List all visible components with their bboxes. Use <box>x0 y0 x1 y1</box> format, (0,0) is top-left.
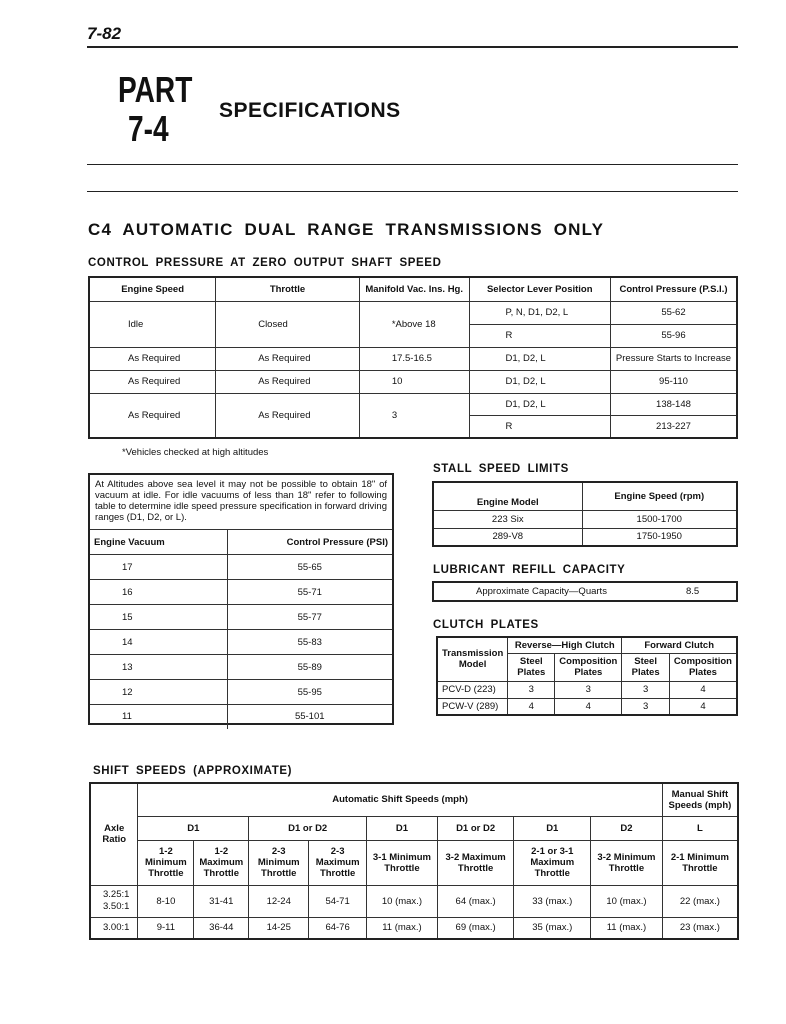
header-transmission-model: Transmission Model <box>437 637 508 681</box>
table-row: 289-V8 1750-1950 <box>433 528 737 546</box>
altitude-note: At Altitudes above sea level it may not be possible to obtain 18" of vacuum at idle. For idle vacuums of less than 18" refer to following table to determine idle speed pressure specification in forward driving ranges (D1, D2, or L). <box>95 479 387 523</box>
page-number: 7-82 <box>87 24 122 43</box>
header-axle-ratio: Axle Ratio <box>90 783 138 885</box>
header-selector-position: Selector Lever Position <box>469 277 610 301</box>
range-d1-or-d2: D1 or D2 <box>249 816 367 840</box>
stall-heading: STALL SPEED LIMITS <box>433 463 569 475</box>
lubricant-label: Approximate Capacity—Quarts <box>476 586 607 597</box>
shift-2-3-min: 2-3 Minimum Throttle <box>249 840 309 885</box>
table-row: 16 55-71 <box>90 580 392 605</box>
footnote: *Vehicles checked at high altitudes <box>122 447 269 458</box>
altitude-table <box>90 529 392 729</box>
range-d1-or-d2: D1 or D2 <box>437 816 514 840</box>
table-row: 17 55-65 <box>90 555 392 580</box>
header-manual-shift-speeds: Manual Shift Speeds (mph) <box>662 783 738 816</box>
main-heading: C4 AUTOMATIC DUAL RANGE TRANSMISSIONS ONLY <box>88 220 605 239</box>
control-pressure-table <box>88 276 738 439</box>
header-engine-speed-rpm: Engine Speed (rpm) <box>582 482 737 510</box>
shift-3-2-max: 3-2 Maximum Throttle <box>437 840 514 885</box>
shift-2-3-max: 2-3 Maximum Throttle <box>309 840 367 885</box>
range-l: L <box>662 816 738 840</box>
table-row: PCV-D (223) 3 3 3 4 <box>437 681 737 698</box>
table-row: 13 55-89 <box>90 655 392 680</box>
table-row: 3.25:1 3.50:1 8-10 31-41 12-24 54-71 10 (max.) 64 (max.) 33 (max.) 10 (max.) 22 (max.) <box>90 885 738 917</box>
clutch-table <box>436 636 738 716</box>
table-row: Idle Closed *Above 18 P, N, D1, D2, L 55-62 <box>89 301 737 324</box>
header-throttle: Throttle <box>216 277 360 301</box>
range-d2: D2 <box>591 816 663 840</box>
table-row: R 55-96 <box>89 324 737 347</box>
header-steel-plates: Steel Plates <box>622 653 670 681</box>
lubricant-box <box>432 581 738 602</box>
table-row: 223 Six 1500-1700 <box>433 510 737 528</box>
header-forward-clutch: Forward Clutch <box>622 637 737 653</box>
section-title: SPECIFICATIONS <box>219 99 401 122</box>
table-row: PCW-V (289) 4 4 3 4 <box>437 698 737 715</box>
control-pressure-heading: CONTROL PRESSURE AT ZERO OUTPUT SHAFT SPEED <box>88 257 442 269</box>
table-row: 3.00:1 9-11 36-44 14-25 64-76 11 (max.) 69 (max.) 35 (max.) 11 (max.) 23 (max.) <box>90 917 738 939</box>
table-row: As Required As Required 3 D1, D2, L 138-148 <box>89 393 737 415</box>
lubricant-value: 8.5 <box>686 586 700 597</box>
table-row: As Required As Required 17.5-16.5 D1, D2, L Pressure Starts to Increase <box>89 347 737 370</box>
shift-3-1-min: 3-1 Minimum Throttle <box>367 840 438 885</box>
header-engine-vacuum: Engine Vacuum <box>90 530 227 555</box>
header-engine-model: Engine Model <box>433 482 582 510</box>
range-d1: D1 <box>367 816 438 840</box>
header-composition-plates: Composition Plates <box>555 653 622 681</box>
table-row: As Required As Required 10 D1, D2, L 95-110 <box>89 370 737 393</box>
header-reverse-high-clutch: Reverse—High Clutch <box>508 637 622 653</box>
lubricant-heading: LUBRICANT REFILL CAPACITY <box>433 564 626 576</box>
shift-2-1-min: 2-1 Minimum Throttle <box>662 840 738 885</box>
clutch-heading: CLUTCH PLATES <box>433 619 539 631</box>
header-steel-plates: Steel Plates <box>508 653 555 681</box>
header-automatic-shift-speeds: Automatic Shift Speeds (mph) <box>138 783 662 816</box>
shift-3-2-min: 3-2 Minimum Throttle <box>591 840 663 885</box>
table-row: 11 55-101 <box>90 705 392 729</box>
header-rule <box>87 46 738 48</box>
header-control-pressure-psi: Control Pressure (PSI) <box>227 530 392 555</box>
header-control-pressure: Control Pressure (P.S.I.) <box>610 277 737 301</box>
title-rule-2 <box>87 191 738 192</box>
table-row: 12 55-95 <box>90 680 392 705</box>
shift-table <box>89 782 739 940</box>
stall-table <box>432 481 738 547</box>
header-composition-plates: Composition Plates <box>669 653 737 681</box>
table-row: 15 55-77 <box>90 605 392 630</box>
range-d1: D1 <box>138 816 249 840</box>
shift-1-2-max: 1-2 Maximum Throttle <box>194 840 249 885</box>
title-rule-1 <box>87 164 738 165</box>
header-engine-speed: Engine Speed <box>89 277 216 301</box>
table-row: R 213-227 <box>89 415 737 438</box>
part-label: PART <box>118 69 193 110</box>
range-d1: D1 <box>514 816 591 840</box>
altitude-box <box>88 473 394 725</box>
part-number: 7-4 <box>128 108 169 149</box>
header-manifold-vac: Manifold Vac. Ins. Hg. <box>359 277 469 301</box>
shift-heading: SHIFT SPEEDS (APPROXIMATE) <box>93 765 293 777</box>
table-row: 14 55-83 <box>90 630 392 655</box>
shift-1-2-min: 1-2 Minimum Throttle <box>138 840 194 885</box>
shift-2-1-or-3-1-max: 2-1 or 3-1 Maximum Throttle <box>514 840 591 885</box>
